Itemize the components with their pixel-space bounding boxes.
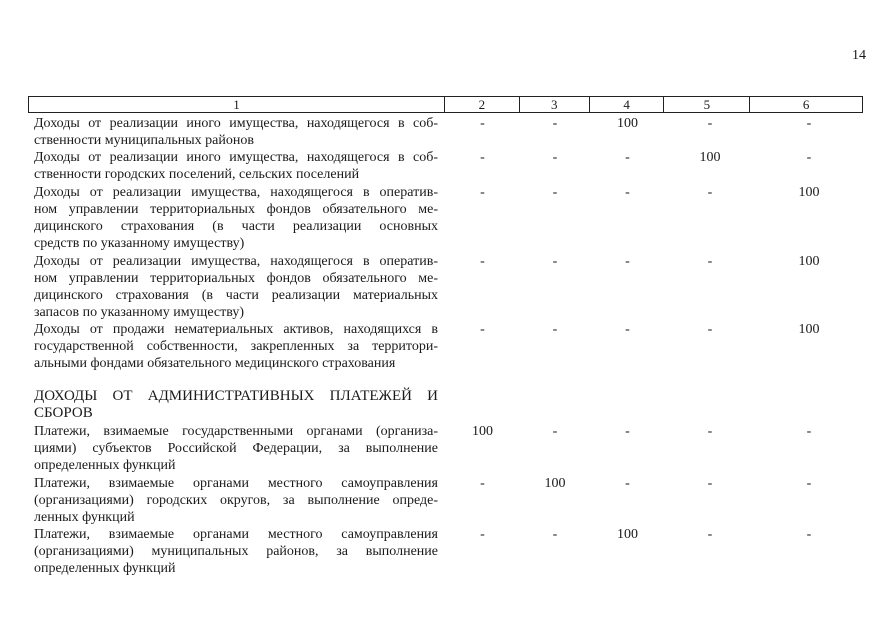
section-heading-line: ДОХОДЫ ОТ АДМИНИСТРАТИВНЫХ ПЛАТЕЖЕЙ И [34, 388, 438, 404]
value-col-4: - [625, 424, 630, 439]
row-description [34, 115, 438, 149]
row-description [34, 321, 438, 372]
value-col-2: - [480, 116, 485, 131]
value-col-6: - [806, 150, 812, 165]
value-col-5: - [707, 527, 713, 542]
value-col-2: - [480, 322, 485, 337]
value-col-5: - [707, 476, 713, 491]
value-col-5: - [707, 254, 713, 269]
description-line: (организациями) муниципальных районов, за выполнение [34, 544, 438, 559]
value-col-2: - [480, 527, 485, 542]
description-line: определенных функций [34, 458, 176, 473]
description-line: ном управлении территориальных фондов обязательного ме- [34, 271, 438, 286]
value-col-5: - [707, 116, 713, 131]
description-line: запасов по указанному имуществу) [34, 305, 245, 320]
value-col-4: - [625, 322, 630, 337]
table-header-row [28, 96, 863, 113]
column-header-2: 2 [445, 97, 520, 112]
value-col-6: 100 [798, 322, 820, 337]
value-col-4: - [625, 150, 630, 165]
value-col-3: - [552, 424, 558, 439]
value-col-4: - [625, 185, 630, 200]
value-col-3: - [552, 322, 558, 337]
value-col-5: - [707, 322, 713, 337]
description-line: Доходы от реализации имущества, находящегося в оператив- [34, 254, 438, 269]
section-heading-line: СБОРОВ [34, 405, 93, 421]
description-line: (организациями) городских округов, за выполнение опреде- [34, 493, 438, 508]
column-header-1: 1 [29, 97, 445, 112]
description-line: определенных функций [34, 561, 176, 576]
row-description [34, 253, 438, 321]
description-line: Платежи, взимаемые органами местного самоуправления [34, 527, 438, 542]
value-col-4: 100 [617, 116, 638, 131]
value-col-6: - [806, 424, 812, 439]
value-col-2: - [480, 185, 485, 200]
column-header-5: 5 [664, 97, 750, 112]
value-col-5: - [707, 424, 713, 439]
row-description [34, 526, 438, 577]
description-line: ственности муниципальных районов [34, 133, 254, 148]
row-description [34, 149, 438, 183]
column-header-3: 3 [520, 97, 590, 112]
value-col-3: 100 [544, 476, 566, 491]
value-col-6: 100 [798, 185, 820, 200]
row-description [34, 475, 438, 526]
value-col-2: - [480, 254, 485, 269]
value-col-5: - [707, 185, 713, 200]
value-col-2: - [480, 150, 485, 165]
section-heading [34, 388, 438, 422]
value-col-3: - [552, 150, 558, 165]
description-line: дицинского страхования (в части реализации материальных [34, 288, 438, 303]
column-header-4: 4 [590, 97, 665, 112]
row-description [34, 184, 438, 252]
value-col-6: - [806, 527, 812, 542]
description-line: Платежи, взимаемые государственными органами (организа- [34, 424, 438, 439]
description-line: ственности городских поселений, сельских поселений [34, 167, 360, 182]
value-col-4: - [625, 476, 630, 491]
value-col-6: - [806, 116, 812, 131]
description-line: Доходы от продажи нематериальных активов, находящихся в [34, 322, 438, 337]
value-col-2: - [480, 476, 485, 491]
value-col-4: 100 [617, 527, 638, 542]
description-line: ном управлении территориальных фондов обязательного ме- [34, 202, 438, 217]
description-line: средств по указанному имуществу) [34, 236, 245, 251]
value-col-2: 100 [472, 424, 493, 439]
column-header-6: 6 [802, 97, 810, 112]
value-col-3: - [552, 527, 558, 542]
description-line: Доходы от реализации иного имущества, находящегося в соб- [34, 116, 438, 131]
value-col-3: - [552, 254, 558, 269]
description-line: Платежи, взимаемые органами местного самоуправления [34, 476, 438, 491]
value-col-6: - [806, 476, 812, 491]
value-col-5: 100 [699, 150, 721, 165]
value-col-4: - [625, 254, 630, 269]
description-line: Доходы от реализации имущества, находящегося в оператив- [34, 185, 438, 200]
description-line: дицинского страхования (в части реализации основных [34, 219, 438, 234]
value-col-3: - [552, 116, 558, 131]
description-line: альными фондами обязательного медицинского страхования [34, 356, 396, 371]
page-number: 14 [852, 48, 866, 63]
value-col-6: 100 [798, 254, 820, 269]
description-line: ленных функций [34, 510, 135, 525]
description-line: Доходы от реализации иного имущества, находящегося в соб- [34, 150, 438, 165]
description-line: государственной собственности, закрепленных за территори- [34, 339, 438, 354]
row-description [34, 423, 438, 474]
value-col-3: - [552, 185, 558, 200]
description-line: циями) субъектов Российской Федерации, за выполнение [34, 441, 438, 456]
